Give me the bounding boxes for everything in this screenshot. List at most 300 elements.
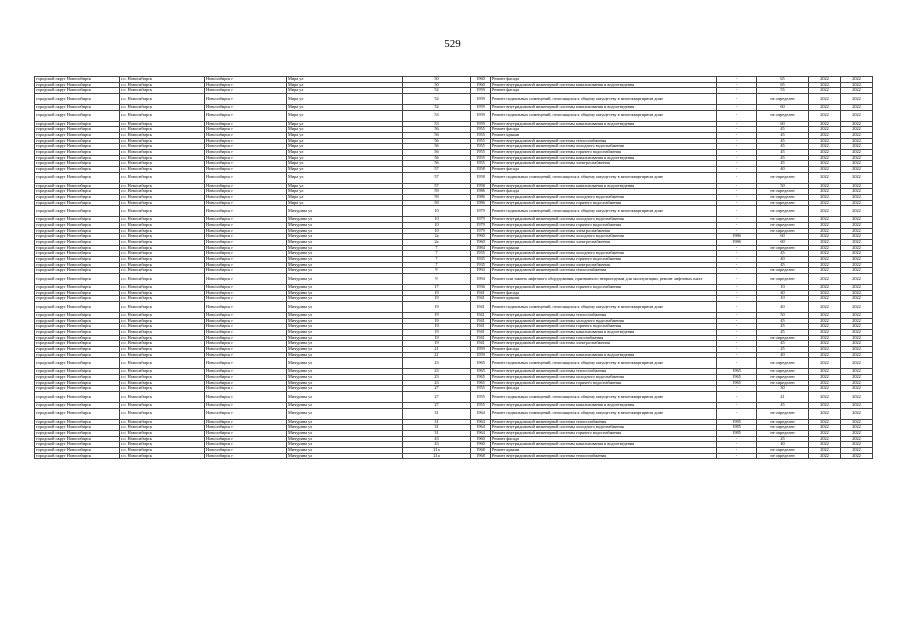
cell-year_built: 1964 bbox=[471, 425, 491, 431]
cell-settlement: г.о. Новосибирск bbox=[120, 88, 205, 94]
table-row bbox=[35, 453, 873, 459]
cell-year_plan: 2022 bbox=[809, 194, 841, 200]
cell-house: 52 bbox=[403, 104, 471, 110]
cell-year_plan: 2022 bbox=[809, 251, 841, 257]
cell-year_plan: 2022 bbox=[809, 138, 841, 144]
cell-house: 56 bbox=[403, 149, 471, 155]
cell-year_start: - bbox=[717, 358, 757, 369]
cell-municipality: городской округ Новосибирск bbox=[35, 347, 120, 353]
cell-municipality: городской округ Новосибирск bbox=[35, 121, 120, 127]
cell-year_end: 2022 bbox=[841, 448, 873, 454]
cell-year_end: 2022 bbox=[841, 436, 873, 442]
cell-year_built: 1941 bbox=[471, 312, 491, 318]
cell-work: Ремонт крыши bbox=[491, 448, 717, 454]
cell-house: 2а bbox=[403, 240, 471, 246]
cell-year_end: 2022 bbox=[841, 121, 873, 127]
cell-settlement: г.о. Новосибирск bbox=[120, 347, 205, 353]
cell-municipality: городской округ Новосибирск bbox=[35, 408, 120, 419]
cell-municipality: городской округ Новосибирск bbox=[35, 442, 120, 448]
cell-settlement: г.о. Новосибирск bbox=[120, 82, 205, 88]
cell-municipality: городской округ Новосибирск bbox=[35, 369, 120, 375]
cell-year_plan: 2022 bbox=[809, 425, 841, 431]
cell-settlement: г.о. Новосибирск bbox=[120, 274, 205, 285]
cell-year_end: 2022 bbox=[841, 167, 873, 173]
cell-settlement: г.о. Новосибирск bbox=[120, 155, 205, 161]
cell-street: Мира ул bbox=[287, 104, 403, 110]
cell-street: Мичурина ул bbox=[287, 228, 403, 234]
cell-year_plan: 2022 bbox=[809, 312, 841, 318]
cell-year_end: 2022 bbox=[841, 408, 873, 419]
cell-municipality: городской округ Новосибирск bbox=[35, 290, 120, 296]
cell-cost: 40 bbox=[757, 257, 809, 263]
cell-city: Новосибирск г bbox=[205, 161, 287, 167]
cell-year_start: - bbox=[717, 352, 757, 358]
cell-house: 56 bbox=[403, 127, 471, 133]
cell-year_built: 1935 bbox=[471, 262, 491, 268]
cell-year_start: - bbox=[717, 341, 757, 347]
cell-cost: 45 bbox=[757, 251, 809, 257]
cell-year_plan: 2022 bbox=[809, 448, 841, 454]
cell-work: Ремонт внутридомовой инженерной системы электроснабжения bbox=[491, 161, 717, 167]
cell-year_end: 2022 bbox=[841, 285, 873, 291]
cell-year_end: 2022 bbox=[841, 82, 873, 88]
cell-year_plan: 2022 bbox=[809, 161, 841, 167]
cell-work: Ремонт внутридомовой инженерной системы горячего водоснабжения bbox=[491, 200, 717, 206]
cell-work: Ремонт внутридомовой инженерной системы канализования и водоотведения bbox=[491, 183, 717, 189]
cell-municipality: городской округ Новосибирск bbox=[35, 104, 120, 110]
cell-house: 27 bbox=[403, 403, 471, 409]
cell-house: 59 bbox=[403, 200, 471, 206]
cell-settlement: г.о. Новосибирск bbox=[120, 121, 205, 127]
cell-year_end: 2022 bbox=[841, 347, 873, 353]
cell-cost: 25 bbox=[757, 436, 809, 442]
cell-settlement: г.о. Новосибирск bbox=[120, 392, 205, 403]
cell-year_end: 2022 bbox=[841, 172, 873, 183]
cell-year_plan: 2022 bbox=[809, 386, 841, 392]
cell-house: 19 bbox=[403, 335, 471, 341]
cell-cost: 50 bbox=[757, 183, 809, 189]
cell-cost: 65 bbox=[757, 82, 809, 88]
cell-cost: не определен bbox=[757, 419, 809, 425]
cell-municipality: городской округ Новосибирск bbox=[35, 144, 120, 150]
cell-year_built: 1959 bbox=[471, 352, 491, 358]
cell-cost: 45 bbox=[757, 127, 809, 133]
cell-work: Ремонт внутридомовой инженерной системы теплоснабжения bbox=[491, 369, 717, 375]
cell-cost: не определен bbox=[757, 94, 809, 105]
repair-schedule-sheet bbox=[34, 76, 872, 459]
cell-settlement: г.о. Новосибирск bbox=[120, 425, 205, 431]
cell-year_start: - bbox=[717, 312, 757, 318]
cell-settlement: г.о. Новосибирск bbox=[120, 419, 205, 425]
cell-work: Ремонт внутридомовой инженерной системы холодного водоснабжения bbox=[491, 425, 717, 431]
cell-year_plan: 2022 bbox=[809, 104, 841, 110]
cell-house: 9 bbox=[403, 268, 471, 274]
cell-year_built: 1986 bbox=[471, 189, 491, 195]
cell-street: Мичурина ул bbox=[287, 369, 403, 375]
cell-settlement: г.о. Новосибирск bbox=[120, 217, 205, 223]
cell-settlement: г.о. Новосибирск bbox=[120, 358, 205, 369]
cell-work: Ремонт внутридомовой инженерной системы канализования и водоотведения bbox=[491, 330, 717, 336]
cell-year_end: 2022 bbox=[841, 296, 873, 302]
cell-house: 50 bbox=[403, 77, 471, 83]
cell-house: 57 bbox=[403, 167, 471, 173]
cell-municipality: городской округ Новосибирск bbox=[35, 375, 120, 381]
cell-house: 19 bbox=[403, 296, 471, 302]
cell-year_built: 1979 bbox=[471, 217, 491, 223]
cell-municipality: городской округ Новосибирск bbox=[35, 330, 120, 336]
cell-street: Мира ул bbox=[287, 138, 403, 144]
cell-year_start: - bbox=[717, 251, 757, 257]
cell-street: Мичурина ул bbox=[287, 222, 403, 228]
cell-street: Мира ул bbox=[287, 121, 403, 127]
cell-municipality: городской округ Новосибирск bbox=[35, 245, 120, 251]
cell-municipality: городской округ Новосибирск bbox=[35, 448, 120, 454]
cell-street: Мичурина ул bbox=[287, 302, 403, 313]
cell-year_built: 1958 bbox=[471, 183, 491, 189]
cell-year_built: 1955 bbox=[471, 144, 491, 150]
cell-year_start: - bbox=[717, 274, 757, 285]
cell-city: Новосибирск г bbox=[205, 257, 287, 263]
cell-street: Мира ул bbox=[287, 167, 403, 173]
cell-year_plan: 2022 bbox=[809, 155, 841, 161]
cell-city: Новосибирск г bbox=[205, 94, 287, 105]
cell-municipality: городской округ Новосибирск bbox=[35, 419, 120, 425]
cell-municipality: городской округ Новосибирск bbox=[35, 257, 120, 263]
cell-work: Ремонт внутридомовой инженерной системы горячего водоснабжения bbox=[491, 257, 717, 263]
cell-year_end: 2022 bbox=[841, 132, 873, 138]
cell-municipality: городской округ Новосибирск bbox=[35, 251, 120, 257]
cell-year_end: 2022 bbox=[841, 419, 873, 425]
cell-year_built: 1959 bbox=[471, 94, 491, 105]
cell-house: 19 bbox=[403, 312, 471, 318]
cell-settlement: г.о. Новосибирск bbox=[120, 94, 205, 105]
cell-street: Мичурина ул bbox=[287, 240, 403, 246]
cell-municipality: городской округ Новосибирск bbox=[35, 172, 120, 183]
cell-settlement: г.о. Новосибирск bbox=[120, 110, 205, 121]
cell-year_built: 1994 bbox=[471, 268, 491, 274]
cell-municipality: городской округ Новосибирск bbox=[35, 453, 120, 459]
cell-year_plan: 2022 bbox=[809, 217, 841, 223]
cell-settlement: г.о. Новосибирск bbox=[120, 149, 205, 155]
cell-city: Новосибирск г bbox=[205, 358, 287, 369]
cell-house: 59 bbox=[403, 189, 471, 195]
cell-year_end: 2022 bbox=[841, 375, 873, 381]
cell-municipality: городской округ Новосибирск bbox=[35, 189, 120, 195]
cell-municipality: городской округ Новосибирск bbox=[35, 161, 120, 167]
cell-work: Ремонт внутридомовой инженерной системы электроснабжения bbox=[491, 341, 717, 347]
cell-year_built: 1968 bbox=[471, 453, 491, 459]
cell-street: Мичурина ул bbox=[287, 324, 403, 330]
cell-cost: не определен bbox=[757, 425, 809, 431]
cell-year_end: 2022 bbox=[841, 262, 873, 268]
cell-city: Новосибирск г bbox=[205, 82, 287, 88]
cell-municipality: городской округ Новосибирск bbox=[35, 392, 120, 403]
cell-work: Ремонт фасада bbox=[491, 88, 717, 94]
cell-cost: 60 bbox=[757, 104, 809, 110]
cell-year_end: 2022 bbox=[841, 335, 873, 341]
cell-year_built: 1935 bbox=[471, 251, 491, 257]
cell-settlement: г.о. Новосибирск bbox=[120, 380, 205, 386]
cell-year_end: 2022 bbox=[841, 77, 873, 83]
cell-settlement: г.о. Новосибирск bbox=[120, 183, 205, 189]
cell-municipality: городской округ Новосибирск bbox=[35, 138, 120, 144]
cell-work: Ремонт подвальных помещений, относящихся к общему имуществу в многоквартирном доме bbox=[491, 302, 717, 313]
cell-settlement: г.о. Новосибирск bbox=[120, 436, 205, 442]
cell-year_end: 2022 bbox=[841, 245, 873, 251]
table-row bbox=[35, 172, 873, 183]
cell-house: 19 bbox=[403, 318, 471, 324]
cell-year_plan: 2022 bbox=[809, 240, 841, 246]
cell-year_start: - bbox=[717, 77, 757, 83]
cell-city: Новосибирск г bbox=[205, 121, 287, 127]
cell-work: Ремонт внутридомовой инженерной системы теплоснабжения bbox=[491, 453, 717, 459]
cell-settlement: г.о. Новосибирск bbox=[120, 408, 205, 419]
cell-street: Мира ул bbox=[287, 149, 403, 155]
cell-year_built: 1955 bbox=[471, 386, 491, 392]
cell-year_built: 1955 bbox=[471, 155, 491, 161]
cell-settlement: г.о. Новосибирск bbox=[120, 403, 205, 409]
cell-work: Ремонт внутридомовой инженерной системы газоснабжения bbox=[491, 335, 717, 341]
cell-year_end: 2022 bbox=[841, 352, 873, 358]
cell-year_start: - bbox=[717, 121, 757, 127]
cell-street: Мира ул bbox=[287, 194, 403, 200]
cell-cost: 40 bbox=[757, 352, 809, 358]
cell-year_start: - bbox=[717, 442, 757, 448]
table-row bbox=[35, 392, 873, 403]
cell-settlement: г.о. Новосибирск bbox=[120, 296, 205, 302]
cell-year_plan: 2022 bbox=[809, 189, 841, 195]
cell-street: Мичурина ул bbox=[287, 268, 403, 274]
cell-house: 53 bbox=[403, 121, 471, 127]
cell-year_built: 1965 bbox=[471, 358, 491, 369]
cell-work: Ремонт фасада bbox=[491, 77, 717, 83]
cell-work: Ремонт внутридомовой инженерной системы горячего водоснабжения bbox=[491, 222, 717, 228]
cell-year_built: 1994 bbox=[471, 274, 491, 285]
cell-cost: 40 bbox=[757, 442, 809, 448]
cell-street: Мира ул bbox=[287, 82, 403, 88]
cell-year_end: 2022 bbox=[841, 94, 873, 105]
cell-year_end: 2022 bbox=[841, 330, 873, 336]
cell-city: Новосибирск г bbox=[205, 222, 287, 228]
cell-house: 10 bbox=[403, 222, 471, 228]
cell-cost: не определен bbox=[757, 274, 809, 285]
cell-city: Новосибирск г bbox=[205, 296, 287, 302]
cell-year_plan: 2022 bbox=[809, 419, 841, 425]
cell-work: Ремонт внутридомовой инженерной системы холодного водоснабжения bbox=[491, 234, 717, 240]
cell-cost: 45 bbox=[757, 161, 809, 167]
cell-year_start: - bbox=[717, 94, 757, 105]
cell-year_plan: 2022 bbox=[809, 392, 841, 403]
cell-work: Ремонт фасада bbox=[491, 290, 717, 296]
cell-municipality: городской округ Новосибирск bbox=[35, 302, 120, 313]
cell-street: Мичурина ул bbox=[287, 380, 403, 386]
cell-year_plan: 2022 bbox=[809, 132, 841, 138]
cell-year_built: 1958 bbox=[471, 172, 491, 183]
cell-year_end: 2022 bbox=[841, 392, 873, 403]
cell-municipality: городской округ Новосибирск bbox=[35, 324, 120, 330]
cell-work: Ремонт внутридомовой инженерной системы электроснабжения bbox=[491, 240, 717, 246]
cell-city: Новосибирск г bbox=[205, 430, 287, 436]
cell-year_plan: 2022 bbox=[809, 335, 841, 341]
cell-year_plan: 2022 bbox=[809, 206, 841, 217]
cell-year_start: - bbox=[717, 138, 757, 144]
cell-work: Ремонт внутридомовой инженерной системы теплоснабжения bbox=[491, 268, 717, 274]
cell-work: Ремонт внутридомовой инженерной системы горячего водоснабжения bbox=[491, 285, 717, 291]
cell-year_plan: 2022 bbox=[809, 144, 841, 150]
cell-cost: 45 bbox=[757, 330, 809, 336]
cell-year_end: 2022 bbox=[841, 403, 873, 409]
cell-cost: не определен bbox=[757, 268, 809, 274]
cell-city: Новосибирск г bbox=[205, 268, 287, 274]
cell-year_end: 2022 bbox=[841, 425, 873, 431]
cell-house: 23 bbox=[403, 369, 471, 375]
cell-settlement: г.о. Новосибирск bbox=[120, 251, 205, 257]
cell-year_end: 2022 bbox=[841, 155, 873, 161]
cell-city: Новосибирск г bbox=[205, 347, 287, 353]
cell-year_start: - bbox=[717, 324, 757, 330]
cell-year_built: 1965 bbox=[471, 369, 491, 375]
cell-house: 19 bbox=[403, 302, 471, 313]
cell-year_plan: 2022 bbox=[809, 369, 841, 375]
cell-work: Ремонт внутридомовой инженерной системы канализования и водоотведения bbox=[491, 403, 717, 409]
cell-work: Ремонт подвальных помещений, относящихся к общему имуществу в многоквартирном доме bbox=[491, 408, 717, 419]
cell-house: 10 bbox=[403, 217, 471, 223]
cell-cost: 55 bbox=[757, 88, 809, 94]
cell-cost: 60 bbox=[757, 121, 809, 127]
cell-year_built: 1955 bbox=[471, 149, 491, 155]
cell-settlement: г.о. Новосибирск bbox=[120, 127, 205, 133]
cell-year_built: 1964 bbox=[471, 430, 491, 436]
cell-city: Новосибирск г bbox=[205, 285, 287, 291]
cell-cost: 45 bbox=[757, 324, 809, 330]
cell-year_end: 2022 bbox=[841, 442, 873, 448]
cell-street: Мичурина ул bbox=[287, 436, 403, 442]
cell-house: 23 bbox=[403, 380, 471, 386]
cell-work: Ремонт внутридомовой инженерной системы горячего водоснабжения bbox=[491, 430, 717, 436]
cell-city: Новосибирск г bbox=[205, 200, 287, 206]
cell-municipality: городской округ Новосибирск bbox=[35, 155, 120, 161]
cell-cost: не определен bbox=[757, 228, 809, 234]
cell-settlement: г.о. Новосибирск bbox=[120, 104, 205, 110]
cell-municipality: городской округ Новосибирск bbox=[35, 127, 120, 133]
cell-settlement: г.о. Новосибирск bbox=[120, 375, 205, 381]
cell-city: Новосибирск г bbox=[205, 375, 287, 381]
cell-work: Ремонт внутридомовой инженерной системы холодного водоснабжения bbox=[491, 375, 717, 381]
cell-work: Ремонт внутридомовой инженерной системы электроснабжения bbox=[491, 228, 717, 234]
cell-work: Ремонт внутридомовой инженерной системы канализования и водоотведения bbox=[491, 155, 717, 161]
cell-year_end: 2022 bbox=[841, 312, 873, 318]
cell-year_end: 2022 bbox=[841, 189, 873, 195]
cell-year_plan: 2022 bbox=[809, 318, 841, 324]
cell-year_built: 1959 bbox=[471, 88, 491, 94]
cell-work: Ремонт внутридомовой инженерной системы канализования и водоотведения bbox=[491, 104, 717, 110]
cell-work: Ремонт внутридомовой инженерной системы холодного водоснабжения bbox=[491, 251, 717, 257]
cell-settlement: г.о. Новосибирск bbox=[120, 138, 205, 144]
cell-year_plan: 2022 bbox=[809, 375, 841, 381]
cell-street: Мичурина ул bbox=[287, 234, 403, 240]
cell-cost: не определен bbox=[757, 335, 809, 341]
cell-year_start: - bbox=[717, 183, 757, 189]
cell-city: Новосибирск г bbox=[205, 245, 287, 251]
cell-cost: не определен bbox=[757, 172, 809, 183]
cell-work: Ремонт фасада bbox=[491, 436, 717, 442]
cell-street: Мичурина ул bbox=[287, 251, 403, 257]
cell-year_start: - bbox=[717, 262, 757, 268]
cell-street: Мичурина ул bbox=[287, 392, 403, 403]
cell-city: Новосибирск г bbox=[205, 448, 287, 454]
cell-municipality: городской округ Новосибирск bbox=[35, 82, 120, 88]
cell-city: Новосибирск г bbox=[205, 425, 287, 431]
cell-year_end: 2022 bbox=[841, 324, 873, 330]
cell-municipality: городской округ Новосибирск bbox=[35, 380, 120, 386]
cell-work: Ремонт внутридомовой инженерной системы канализования и водоотведения bbox=[491, 82, 717, 88]
cell-year_plan: 2022 bbox=[809, 380, 841, 386]
cell-municipality: городской округ Новосибирск bbox=[35, 167, 120, 173]
cell-year_plan: 2022 bbox=[809, 352, 841, 358]
cell-house: 31 bbox=[403, 430, 471, 436]
cell-cost: 45 bbox=[757, 144, 809, 150]
cell-cost: 60 bbox=[757, 240, 809, 246]
cell-work: Ремонт внутридомовой инженерной системы холодного водоснабжения bbox=[491, 217, 717, 223]
cell-house: 21 bbox=[403, 352, 471, 358]
cell-work: Ремонт внутридомовой инженерной системы канализования и водоотведения bbox=[491, 442, 717, 448]
cell-house: 56 bbox=[403, 138, 471, 144]
cell-city: Новосибирск г bbox=[205, 352, 287, 358]
cell-year_start: - bbox=[717, 161, 757, 167]
cell-city: Новосибирск г bbox=[205, 132, 287, 138]
cell-street: Мичурина ул bbox=[287, 274, 403, 285]
cell-year_plan: 2022 bbox=[809, 245, 841, 251]
cell-year_built: 1986 bbox=[471, 194, 491, 200]
cell-municipality: городской округ Новосибирск bbox=[35, 285, 120, 291]
cell-year_plan: 2022 bbox=[809, 183, 841, 189]
cell-house: 17 bbox=[403, 285, 471, 291]
cell-year_end: 2022 bbox=[841, 341, 873, 347]
cell-year_end: 2022 bbox=[841, 200, 873, 206]
cell-year_end: 2022 bbox=[841, 318, 873, 324]
cell-year_built: 1955 bbox=[471, 392, 491, 403]
cell-cost: не определен bbox=[757, 189, 809, 195]
cell-year_plan: 2022 bbox=[809, 436, 841, 442]
cell-municipality: городской округ Новосибирск bbox=[35, 217, 120, 223]
cell-settlement: г.о. Новосибирск bbox=[120, 245, 205, 251]
cell-street: Мира ул bbox=[287, 189, 403, 195]
cell-city: Новосибирск г bbox=[205, 217, 287, 223]
cell-year_start: - bbox=[717, 448, 757, 454]
cell-work: Ремонт фасада bbox=[491, 127, 717, 133]
cell-house: 2а bbox=[403, 234, 471, 240]
cell-year_start: - bbox=[717, 222, 757, 228]
cell-year_built: 1941 bbox=[471, 302, 491, 313]
cell-settlement: г.о. Новосибирск bbox=[120, 369, 205, 375]
cell-year_start: - bbox=[717, 206, 757, 217]
cell-house: 59 bbox=[403, 194, 471, 200]
cell-year_plan: 2022 bbox=[809, 302, 841, 313]
cell-year_end: 2022 bbox=[841, 386, 873, 392]
cell-work: Ремонт внутридомовой инженерной системы холодного водоснабжения bbox=[491, 144, 717, 150]
cell-house: 21а bbox=[403, 453, 471, 459]
cell-year_plan: 2022 bbox=[809, 341, 841, 347]
cell-year_end: 2022 bbox=[841, 453, 873, 459]
table-row bbox=[35, 206, 873, 217]
table-body bbox=[35, 77, 873, 459]
cell-municipality: городской округ Новосибирск bbox=[35, 240, 120, 246]
cell-year_plan: 2022 bbox=[809, 94, 841, 105]
cell-city: Новосибирск г bbox=[205, 234, 287, 240]
cell-city: Новосибирск г bbox=[205, 138, 287, 144]
cell-year_plan: 2022 bbox=[809, 408, 841, 419]
cell-year_start: - bbox=[717, 386, 757, 392]
